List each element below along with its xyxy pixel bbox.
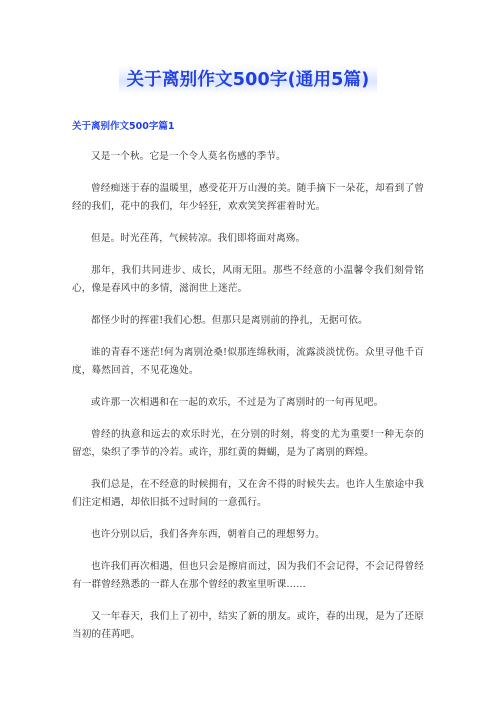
paragraph: 但是。时光荏苒，气候转凉。我们即将面对离殇。 [91, 233, 306, 244]
paragraph: 曾经的执意和远去的欢乐时光，在分别的时刻，将变的尤为重要!一种无奈的留恋，染织了季节的冷若。或许，那红黄的舞蝴，是为了离别的辉煌。 [72, 429, 424, 458]
paragraph: 也许我们再次相遇，但也只会是擦肩而过，因为我们不会记得，不会记得曾经有一群曾经熟悉的一群人在那个曾经的教室里听课…… [72, 561, 424, 590]
paragraph: 都怪少时的挥霍!我们心想。但那只是离别前的挣扎，无据可依。 [91, 315, 368, 326]
section-heading: 关于离别作文500字篇1 [72, 121, 175, 132]
paragraph: 那年，我们共同进步、成长，风雨无阻。那些不经意的小温馨令我们刻骨铭心，像是春风中的多情，滋润世上迷茫。 [72, 265, 424, 294]
article-body [72, 148, 424, 658]
title-wrapper [0, 66, 496, 94]
paragraph: 或许那一次相遇和在一起的欢乐，不过是为了离别时的一句再见吧。 [91, 397, 384, 408]
paragraph: 也许分别以后，我们各奔东西，朝着自己的理想努力。 [91, 529, 325, 540]
paragraph: 又一年春天，我们上了初中，结实了新的朋友。或许，春的出现，是为了还原当初的荏苒吧。 [72, 611, 424, 640]
document-title: 关于离别作文500字(通用5篇) [119, 66, 378, 94]
paragraph: 我们总是，在不经意的时候拥有，又在舍不得的时候失去。也许人生旅途中我们注定相遇，却依旧抵不过时间的一意孤行。 [72, 479, 424, 508]
paragraph: 曾经痴迷于春的温暖里，感受花开万山漫的美。随手摘下一朵花，却看到了曾经的我们，花中的我们，年少轻狂，欢欢笑笑挥霍着时光。 [72, 183, 424, 212]
paragraph: 又是一个秋。它是一个令人莫名伤感的季节。 [91, 151, 286, 162]
paragraph: 谁的青春不迷茫!何为离别沧桑!似那连绵秋雨，流露淡淡忧伤。众里寻他千百度，蓦然回首，不见花逸处。 [72, 347, 424, 376]
